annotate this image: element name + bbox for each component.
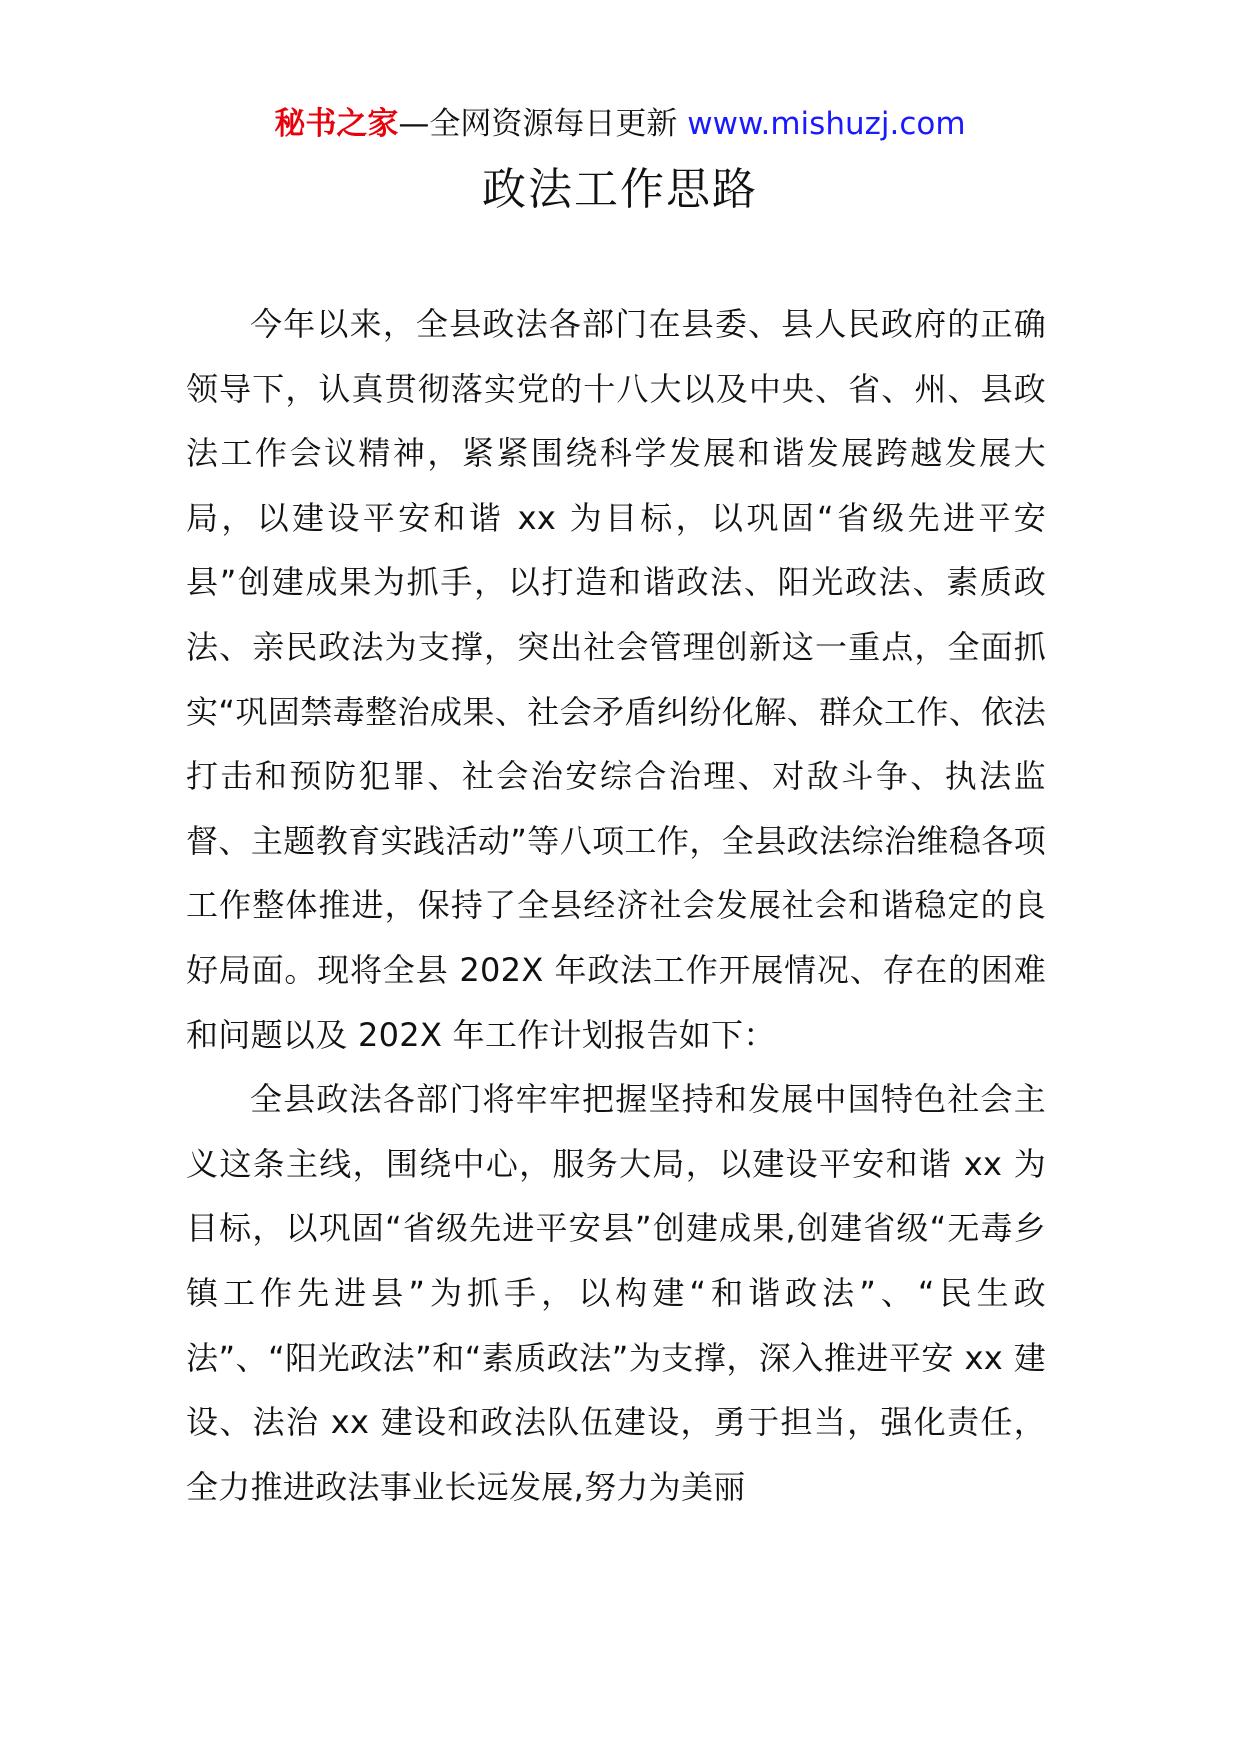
document-body — [186, 292, 1046, 1519]
site-url-link[interactable]: www.mishuzj.com — [687, 106, 966, 142]
paragraph-1: 今年以来，全县政法各部门在县委、县人民政府的正确领导下，认真贯彻落实党的十八大以及中央、省、州、县政法工作会议精神，紧紧围绕科学发展和谐发展跨越发展大局，以建设平安和谐 xx 为目标，以巩固“省级先进平安县”创建成果为抓手，以打造和谐政法、阳光政法、素质政法、亲民政法为支撑，突出社会管理创新这一重点，全面抓实“巩固禁毒整治成果、社会矛盾纠纷化解、群众工作、依法打击和预防犯罪、社会治安综合治理、对敌斗争、执法监督、主题教育实践活动”等八项工作，全县政法综治维稳各项工作整体推进，保持了全县经济社会发展社会和谐稳定的良好局面。现将全县 202X 年政法工作开展情况、存在的困难和问题以及 202X 年工作计划报告如下： — [186, 305, 1046, 1054]
header-dash: — — [398, 106, 430, 142]
paragraph-2: 全县政法各部门将牢牢把握坚持和发展中国特色社会主义这条主线，围绕中心，服务大局，以建设平安和谐 xx 为目标，以巩固“省级先进平安县”创建成果,创建省级“无毒乡镇工作先进县”为抓手，以构建“和谐政法”、“民生政法”、“阳光政法”和“素质政法”为支撑，深入推进平安 xx 建设、法治 xx 建设和政法队伍建设，勇于担当，强化责任，全力推进政法事业长远发展,努力为美丽 — [186, 1080, 1046, 1506]
document-title: 政法工作思路 — [482, 164, 758, 215]
brand-name: 秘书之家 — [274, 106, 399, 142]
site-header — [0, 102, 1240, 146]
header-tagline: 全网资源每日更新 — [429, 106, 678, 142]
